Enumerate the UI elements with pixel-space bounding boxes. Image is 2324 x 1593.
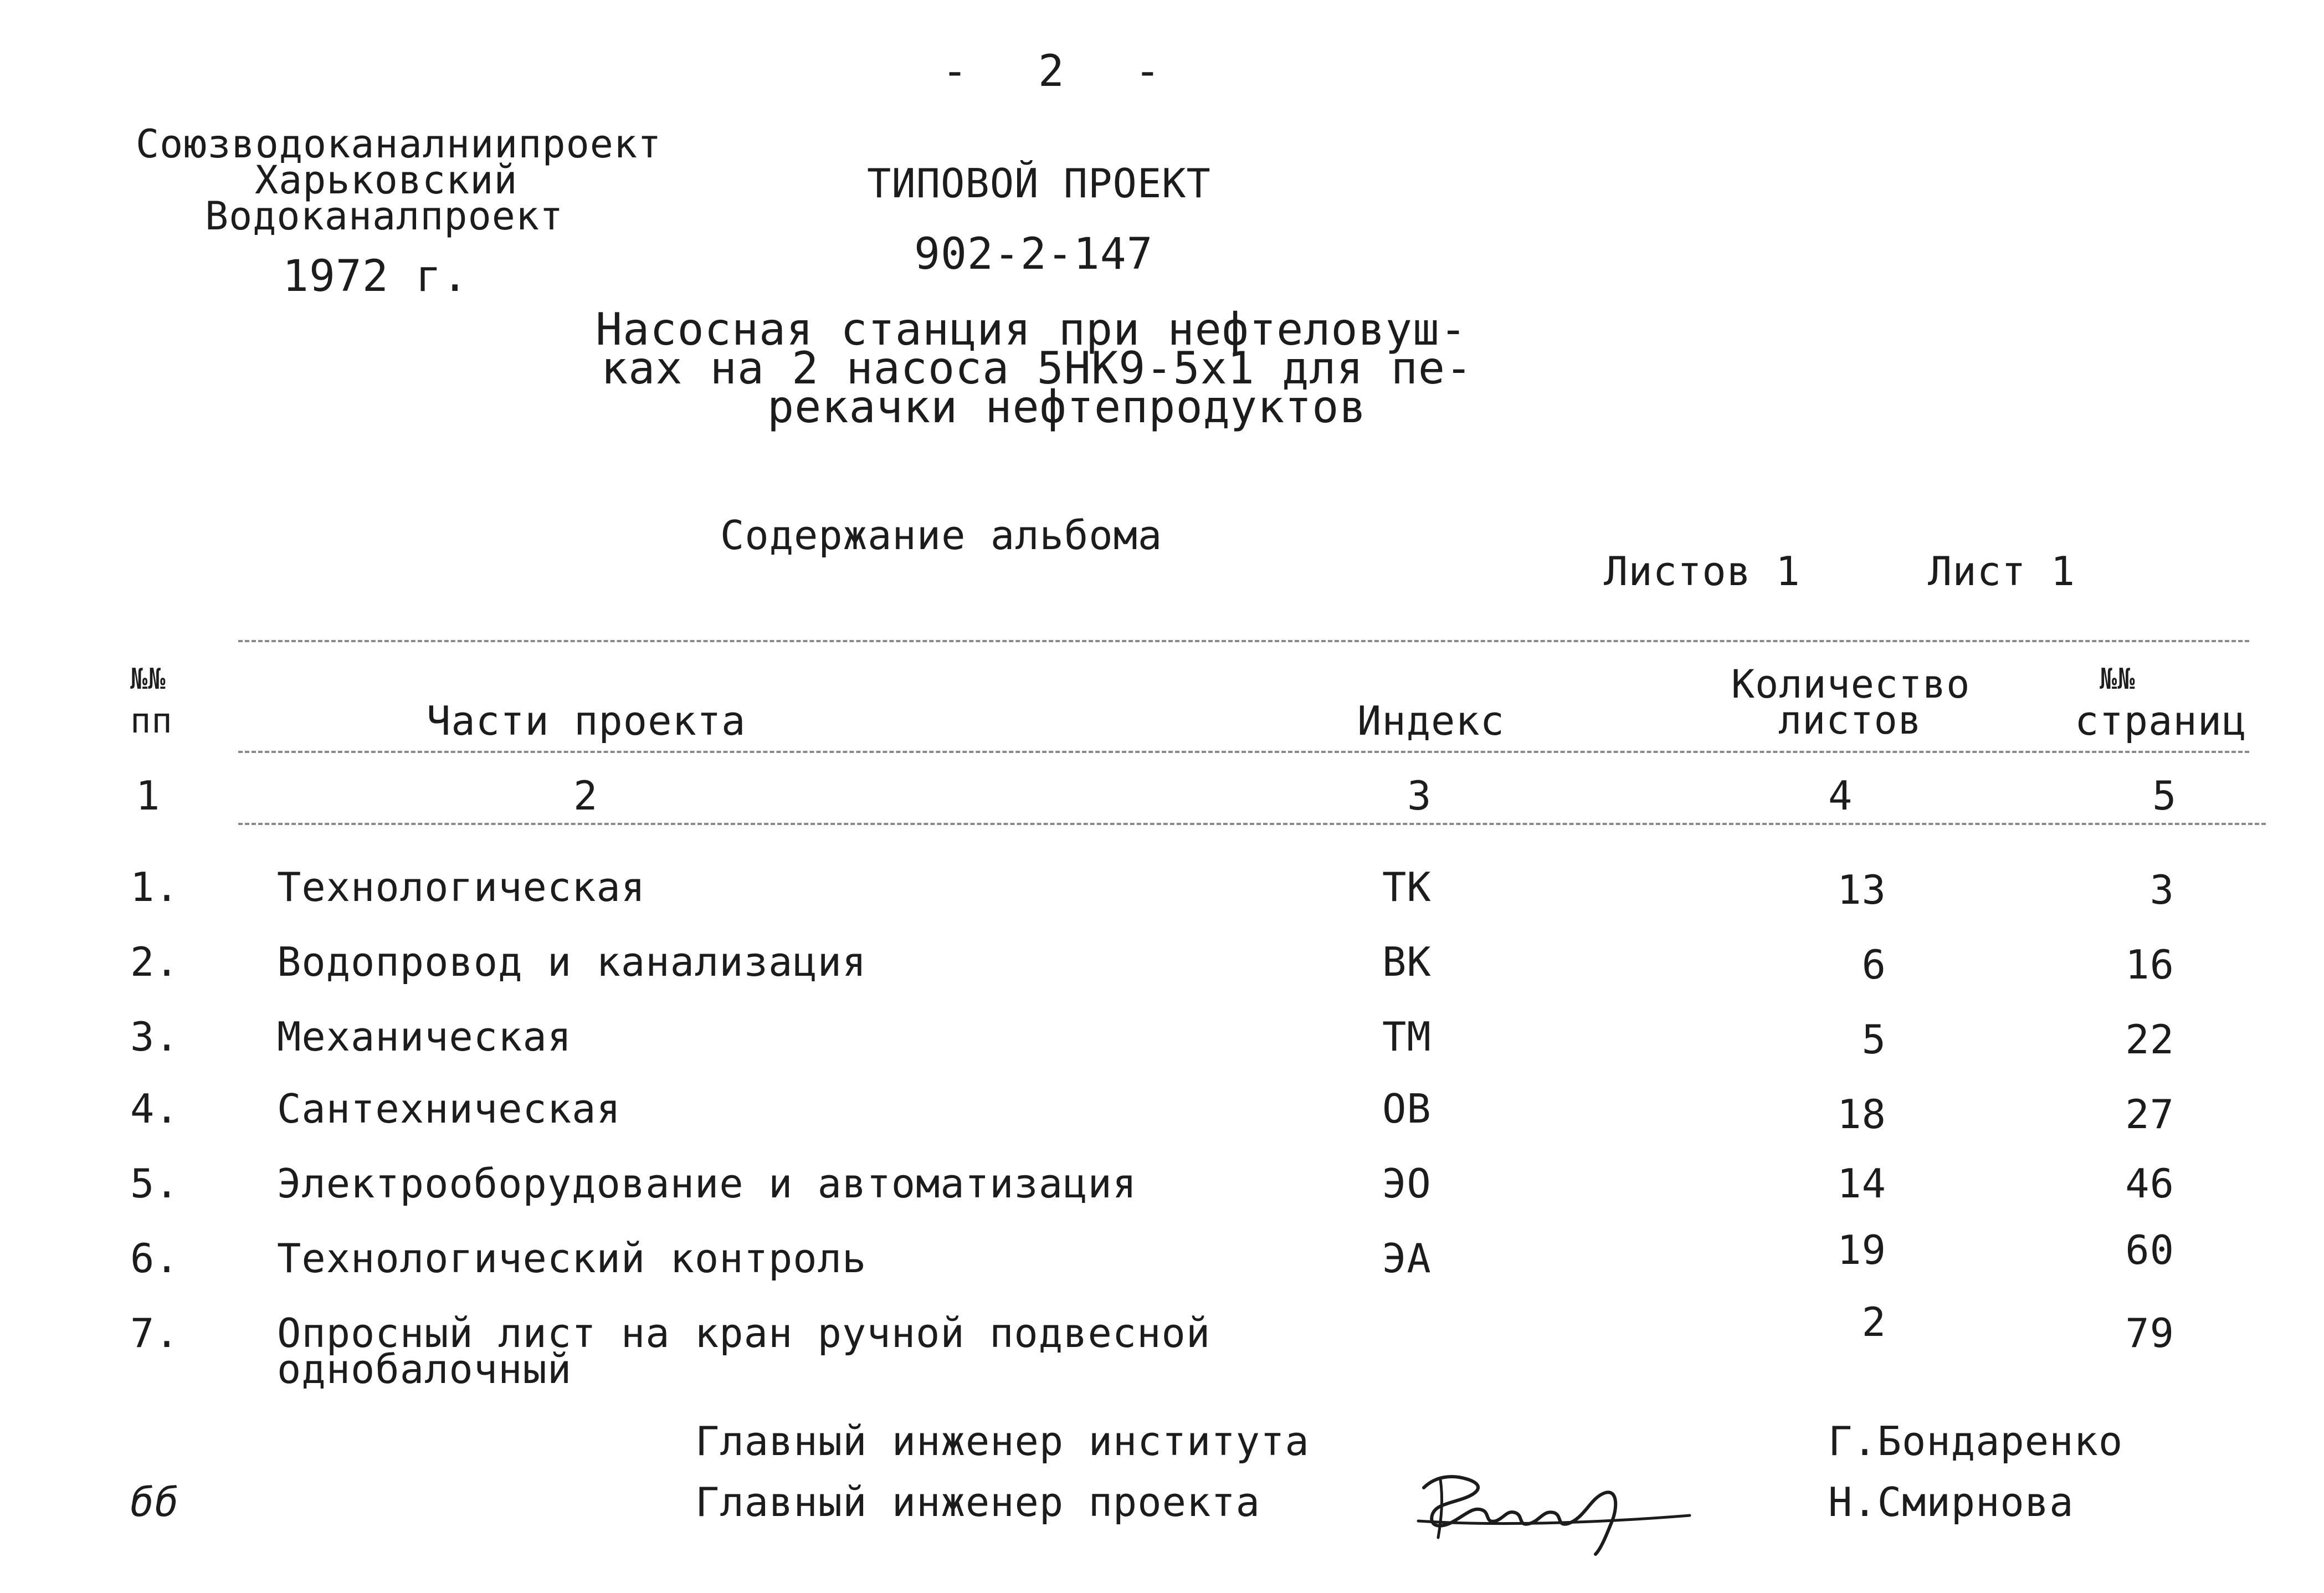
project-number: 902-2-147	[914, 229, 1153, 279]
header-count-line2: листов	[1778, 698, 1922, 743]
colnum-5: 5	[2152, 772, 2177, 819]
row-2-count: 6	[1861, 941, 1886, 988]
handwritten-signature	[1402, 1454, 1695, 1560]
chief-institute-name: Г.Бондаренко	[1828, 1418, 2123, 1464]
table-header-rule	[238, 751, 2249, 753]
row-1-part: Технологическая	[277, 864, 646, 910]
row-7-pages: 79	[2125, 1310, 2174, 1356]
row-6-no: 6.	[130, 1235, 179, 1282]
chief-project-name: Н.Смирнова	[1828, 1479, 2074, 1525]
colnum-2: 2	[573, 772, 598, 819]
row-2-pages: 16	[2125, 941, 2174, 988]
row-1-no: 1.	[130, 864, 179, 910]
row-5-pages: 46	[2125, 1160, 2174, 1207]
header-pages-line1: №№	[2100, 663, 2136, 696]
row-5-count: 14	[1837, 1160, 1886, 1207]
row-4-count: 18	[1837, 1091, 1886, 1138]
colnum-3: 3	[1407, 772, 1432, 819]
row-3-count: 5	[1861, 1016, 1886, 1063]
row-1-index: ТК	[1382, 864, 1432, 910]
row-6-count: 19	[1837, 1227, 1886, 1273]
row-2-no: 2.	[130, 939, 179, 985]
row-3-pages: 22	[2125, 1016, 2174, 1063]
header-index: Индекс	[1357, 698, 1505, 744]
chief-institute-title: Главный инженер института	[695, 1418, 1310, 1464]
project-title-line2: ках на 2 насоса 5НК9-5х1 для пе-	[601, 342, 1473, 394]
header-part: Части проекта	[427, 698, 746, 744]
header-count-line1: Количество	[1731, 662, 1971, 707]
page-number: - 2 -	[942, 47, 1183, 96]
org-name-line1: Союзводоканалниипроект	[136, 121, 662, 167]
row-3-no: 3.	[130, 1013, 179, 1060]
row-4-part: Сантехническая	[277, 1085, 621, 1132]
left-mark: бб	[130, 1479, 179, 1525]
project-type: ТИПОВОЙ ПРОЕКТ	[867, 160, 1211, 207]
row-6-index: ЭА	[1382, 1235, 1432, 1282]
row-1-pages: 3	[2149, 867, 2174, 913]
row-3-index: ТМ	[1382, 1013, 1432, 1060]
row-7-part: Опросный лист на кран ручной подвесной	[277, 1310, 1211, 1356]
row-4-index: ОВ	[1382, 1085, 1432, 1132]
row-7-part-line2: однобалочный	[277, 1346, 572, 1392]
row-2-part: Водопровод и канализация	[277, 939, 867, 985]
header-no-line1: №№	[130, 663, 166, 696]
org-name-line2: Харьковский	[255, 157, 518, 203]
table-top-rule	[238, 640, 2249, 642]
sheet-number: Лист 1	[1928, 548, 2076, 595]
table-colnum-rule	[238, 823, 2266, 825]
project-title-line3: рекачки нефтепродуктов	[767, 381, 1367, 433]
chief-project-title: Главный инженер проекта	[695, 1479, 1260, 1525]
row-4-pages: 27	[2125, 1091, 2174, 1138]
row-4-no: 4.	[130, 1085, 179, 1132]
header-pages-line2: страниц	[2075, 698, 2247, 744]
row-5-part: Электрооборудование и автоматизация	[277, 1160, 1137, 1207]
album-heading: Содержание альбома	[720, 512, 1163, 559]
project-title-line1: Насосная станция при нефтеловуш-	[596, 304, 1468, 355]
row-5-index: ЭО	[1382, 1160, 1432, 1207]
colnum-4: 4	[1828, 772, 1853, 819]
sheets-total: Листов 1	[1604, 548, 1800, 595]
row-1-count: 13	[1837, 867, 1886, 913]
colnum-1: 1	[136, 772, 161, 819]
row-3-part: Механическая	[277, 1013, 572, 1060]
row-6-pages: 60	[2125, 1227, 2174, 1273]
row-7-count: 2	[1861, 1299, 1886, 1345]
header-no-line2: пп	[130, 700, 173, 741]
org-year: 1972 г.	[283, 252, 469, 301]
row-6-part: Технологический контроль	[277, 1235, 867, 1282]
row-5-no: 5.	[130, 1160, 179, 1207]
row-2-index: ВК	[1382, 939, 1432, 985]
org-name-line3: Водоканалпроект	[205, 193, 564, 239]
row-7-no: 7.	[130, 1310, 179, 1356]
